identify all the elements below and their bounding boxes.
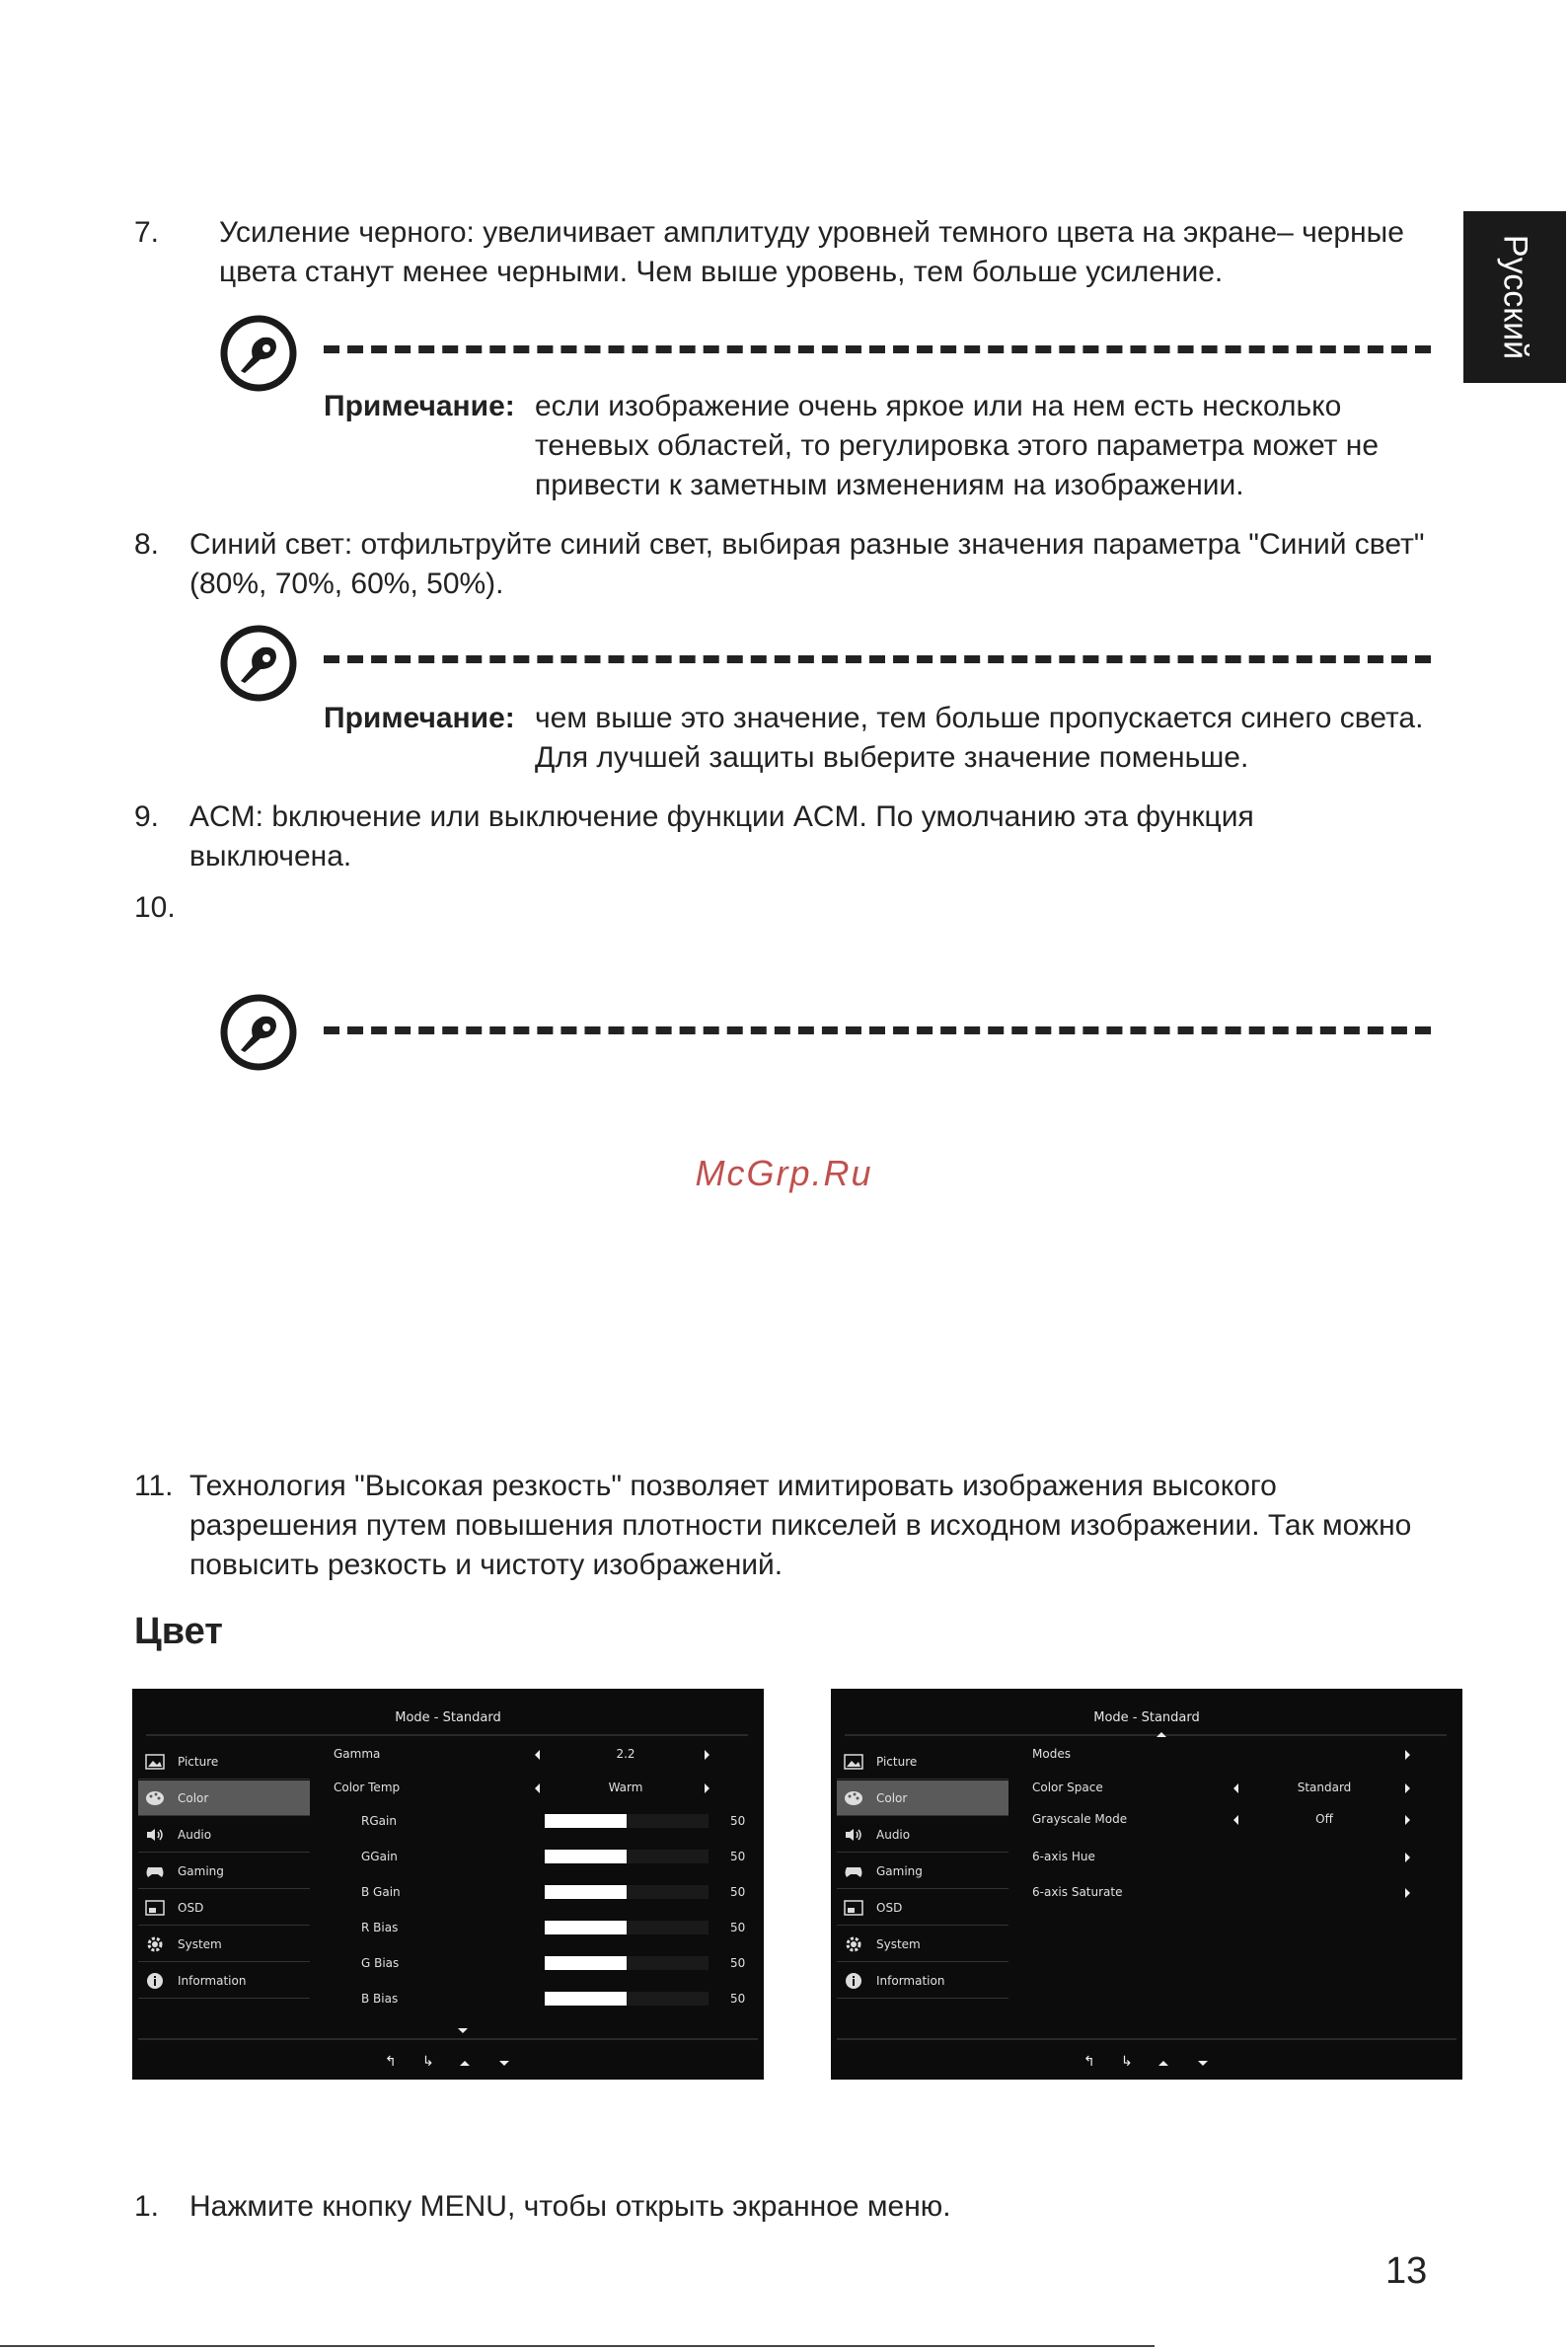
sidebar-label: Audio: [876, 1827, 911, 1842]
down-icon[interactable]: [1198, 2061, 1208, 2066]
note-2-label: Примечание:: [324, 702, 515, 734]
sidebar-label: Picture: [178, 1754, 219, 1769]
osd-icon: [843, 1899, 864, 1917]
osd-sidebar-system[interactable]: [837, 1927, 1008, 1962]
slider-value: 50: [730, 1885, 746, 1899]
enter-icon[interactable]: ↳: [422, 2054, 434, 2070]
speaker-icon: [843, 1826, 864, 1844]
slider-fill: [545, 1956, 627, 1970]
osd-sidebar-picture[interactable]: [837, 1744, 1008, 1780]
sidebar-label: System: [876, 1936, 921, 1951]
back-icon[interactable]: ↰: [1083, 2054, 1095, 2070]
osd-sidebar-color[interactable]: [138, 1781, 310, 1816]
arrow-right-icon[interactable]: [1405, 1750, 1410, 1760]
sidebar-label: System: [178, 1936, 222, 1951]
osd-row-label: Color Temp: [334, 1781, 401, 1794]
osd-row-value: Standard: [1297, 1781, 1352, 1794]
gamepad-icon: [843, 1862, 864, 1880]
slider-bar[interactable]: [545, 1814, 709, 1828]
sidebar-label: Information: [876, 1973, 945, 1988]
scroll-down-icon[interactable]: [458, 2028, 468, 2033]
gear-icon: [843, 1935, 864, 1953]
back-icon[interactable]: ↰: [385, 2054, 397, 2070]
sidebar-label: Color: [876, 1790, 908, 1805]
arrow-right-icon[interactable]: [705, 1750, 709, 1760]
up-icon[interactable]: [1158, 2061, 1168, 2066]
arrow-left-icon[interactable]: [1233, 1815, 1238, 1825]
slider-fill: [545, 1885, 627, 1899]
slider-bar[interactable]: [545, 1956, 709, 1970]
item-11-number: 11.: [134, 1470, 174, 1502]
section-title: Цвет: [134, 1611, 223, 1652]
osd-sidebar-osd[interactable]: [837, 1890, 1008, 1926]
slider-fill: [545, 1921, 627, 1934]
gear-icon: [144, 1935, 166, 1953]
slider-label: GGain: [361, 1850, 398, 1863]
note-icon: [219, 314, 298, 393]
item-11-text: Технология "Высокая резкость" позволяет имитировать изображения высокого разрешения путем повышения плотности пикселей в исходном изображении. Так можно повысить резкость и чистоту изображений.: [189, 1470, 1412, 1581]
osd-row-label: Gamma: [334, 1747, 381, 1761]
osd-sidebar-system[interactable]: [138, 1927, 310, 1962]
slider-fill: [545, 1992, 627, 2006]
osd-sidebar-gaming[interactable]: [837, 1854, 1008, 1889]
osd-mode: Mode - Standard: [1093, 1710, 1200, 1725]
note-1-text: если изображение очень яркое или на нем есть несколько теневых областей, то регулировка этого параметра может не привести к заметным изменениям на изображении.: [535, 390, 1379, 501]
picture-icon: [843, 1753, 864, 1771]
osd-screenshot-color-advanced: [831, 1689, 1462, 2080]
note-icon: [219, 993, 298, 1072]
bottom-rule: [0, 2345, 1155, 2347]
language-tab-label: Русский: [1496, 234, 1534, 360]
slider-bar[interactable]: [545, 1921, 709, 1934]
step-1-number: 1.: [134, 2190, 160, 2223]
slider-fill: [545, 1814, 627, 1828]
sidebar-label: Gaming: [178, 1863, 224, 1878]
language-tab: [1463, 211, 1566, 383]
sidebar-label: OSD: [178, 1900, 204, 1915]
slider-label: B Gain: [361, 1885, 401, 1899]
osd-sidebar-osd[interactable]: [138, 1890, 310, 1926]
scroll-up-icon[interactable]: [1157, 1732, 1166, 1737]
osd-icon: [144, 1899, 166, 1917]
speaker-icon: [144, 1826, 166, 1844]
osd-row-label[interactable]: Color Space: [1032, 1781, 1103, 1794]
slider-value: 50: [730, 1921, 746, 1934]
osd-footer: [837, 2038, 1456, 2040]
arrow-left-icon[interactable]: [535, 1750, 540, 1760]
picture-icon: [144, 1753, 166, 1771]
slider-label: B Bias: [361, 1992, 399, 2006]
note-divider: [324, 345, 1431, 353]
osd-mode: Mode - Standard: [395, 1710, 501, 1725]
osd-footer: [138, 2038, 758, 2040]
osd-sidebar-audio[interactable]: [837, 1817, 1008, 1853]
arrow-right-icon[interactable]: [1405, 1783, 1410, 1793]
note-divider: [324, 655, 1431, 663]
slider-label: G Bias: [361, 1956, 400, 1970]
item-9-number: 9.: [134, 800, 160, 833]
note-icon: [219, 624, 298, 703]
up-icon[interactable]: [460, 2061, 470, 2066]
sidebar-label: Color: [178, 1790, 209, 1805]
item-9-text: ACM: bключение или выключение функции ACM. По умолчанию эта функция выключена.: [189, 800, 1254, 872]
slider-bar[interactable]: [545, 1885, 709, 1899]
osd-row-label[interactable]: 6-axis Hue: [1032, 1850, 1095, 1863]
osd-row-value: 2.2: [616, 1747, 635, 1761]
slider-bar[interactable]: [545, 1850, 709, 1863]
slider-value: 50: [730, 1956, 746, 1970]
item-7-number: 7.: [134, 216, 160, 249]
osd-row-label[interactable]: Modes: [1032, 1747, 1071, 1761]
osd-sidebar-gaming[interactable]: [138, 1854, 310, 1889]
slider-bar[interactable]: [545, 1992, 709, 2006]
item-10-number: 10.: [134, 891, 176, 924]
step-1-text: Нажмите кнопку MENU, чтобы открыть экранное меню.: [189, 2190, 951, 2223]
item-7-text: Усиление черного: увеличивает амплитуду уровней темного цвета на экране– черные цвета станут менее черными. Чем выше уровень, тем больше усиление.: [219, 216, 1404, 288]
osd-sidebar-audio[interactable]: [138, 1817, 310, 1853]
osd-row-value: Off: [1315, 1812, 1333, 1826]
page-number: 13: [1385, 2250, 1428, 2292]
arrow-left-icon[interactable]: [535, 1783, 540, 1793]
osd-sidebar-information[interactable]: [138, 1963, 310, 1999]
palette-icon: [843, 1789, 864, 1807]
note-1-label: Примечание:: [324, 390, 515, 422]
watermark: McGrp.Ru: [695, 1153, 873, 1193]
arrow-left-icon[interactable]: [1233, 1783, 1238, 1793]
slider-value: 50: [730, 1992, 746, 2006]
sidebar-label: Information: [178, 1973, 247, 1988]
osd-screenshot-color: [132, 1689, 764, 2080]
osd-row-value: Warm: [608, 1781, 643, 1794]
osd-sidebar: [837, 1744, 1008, 2000]
gamepad-icon: [144, 1862, 166, 1880]
osd-row-label[interactable]: Grayscale Mode: [1032, 1812, 1128, 1826]
osd-sidebar-picture[interactable]: [138, 1744, 310, 1780]
info-icon: [843, 1972, 864, 1990]
down-icon[interactable]: [499, 2061, 509, 2066]
osd-sidebar-color[interactable]: [837, 1781, 1008, 1816]
sidebar-label: OSD: [876, 1900, 903, 1915]
enter-icon[interactable]: ↳: [1121, 2054, 1133, 2070]
item-8-text: Синий свет: отфильтруйте синий свет, выбирая разные значения параметра "Синий свет" (80%, 70%, 60%, 50%).: [189, 528, 1425, 600]
sidebar-label: Gaming: [876, 1863, 923, 1878]
note-2-text: чем выше это значение, тем больше пропускается синего света. Для лучшей защиты выберите значение поменьше.: [535, 702, 1424, 774]
slider-label: R Bias: [361, 1921, 399, 1934]
sidebar-label: Picture: [876, 1754, 918, 1769]
osd-sidebar: [138, 1744, 310, 2000]
arrow-right-icon[interactable]: [705, 1783, 709, 1793]
info-icon: [144, 1972, 166, 1990]
arrow-right-icon[interactable]: [1405, 1853, 1410, 1862]
slider-value: 50: [730, 1850, 746, 1863]
arrow-right-icon[interactable]: [1405, 1815, 1410, 1825]
arrow-right-icon[interactable]: [1405, 1888, 1410, 1898]
note-divider: [324, 1026, 1431, 1034]
item-8-number: 8.: [134, 528, 160, 561]
slider-value: 50: [730, 1814, 746, 1828]
slider-fill: [545, 1850, 627, 1863]
sidebar-label: Audio: [178, 1827, 212, 1842]
osd-sidebar-information[interactable]: [837, 1963, 1008, 1999]
palette-icon: [144, 1789, 166, 1807]
osd-row-label[interactable]: 6-axis Saturate: [1032, 1885, 1123, 1899]
slider-label: RGain: [361, 1814, 397, 1828]
